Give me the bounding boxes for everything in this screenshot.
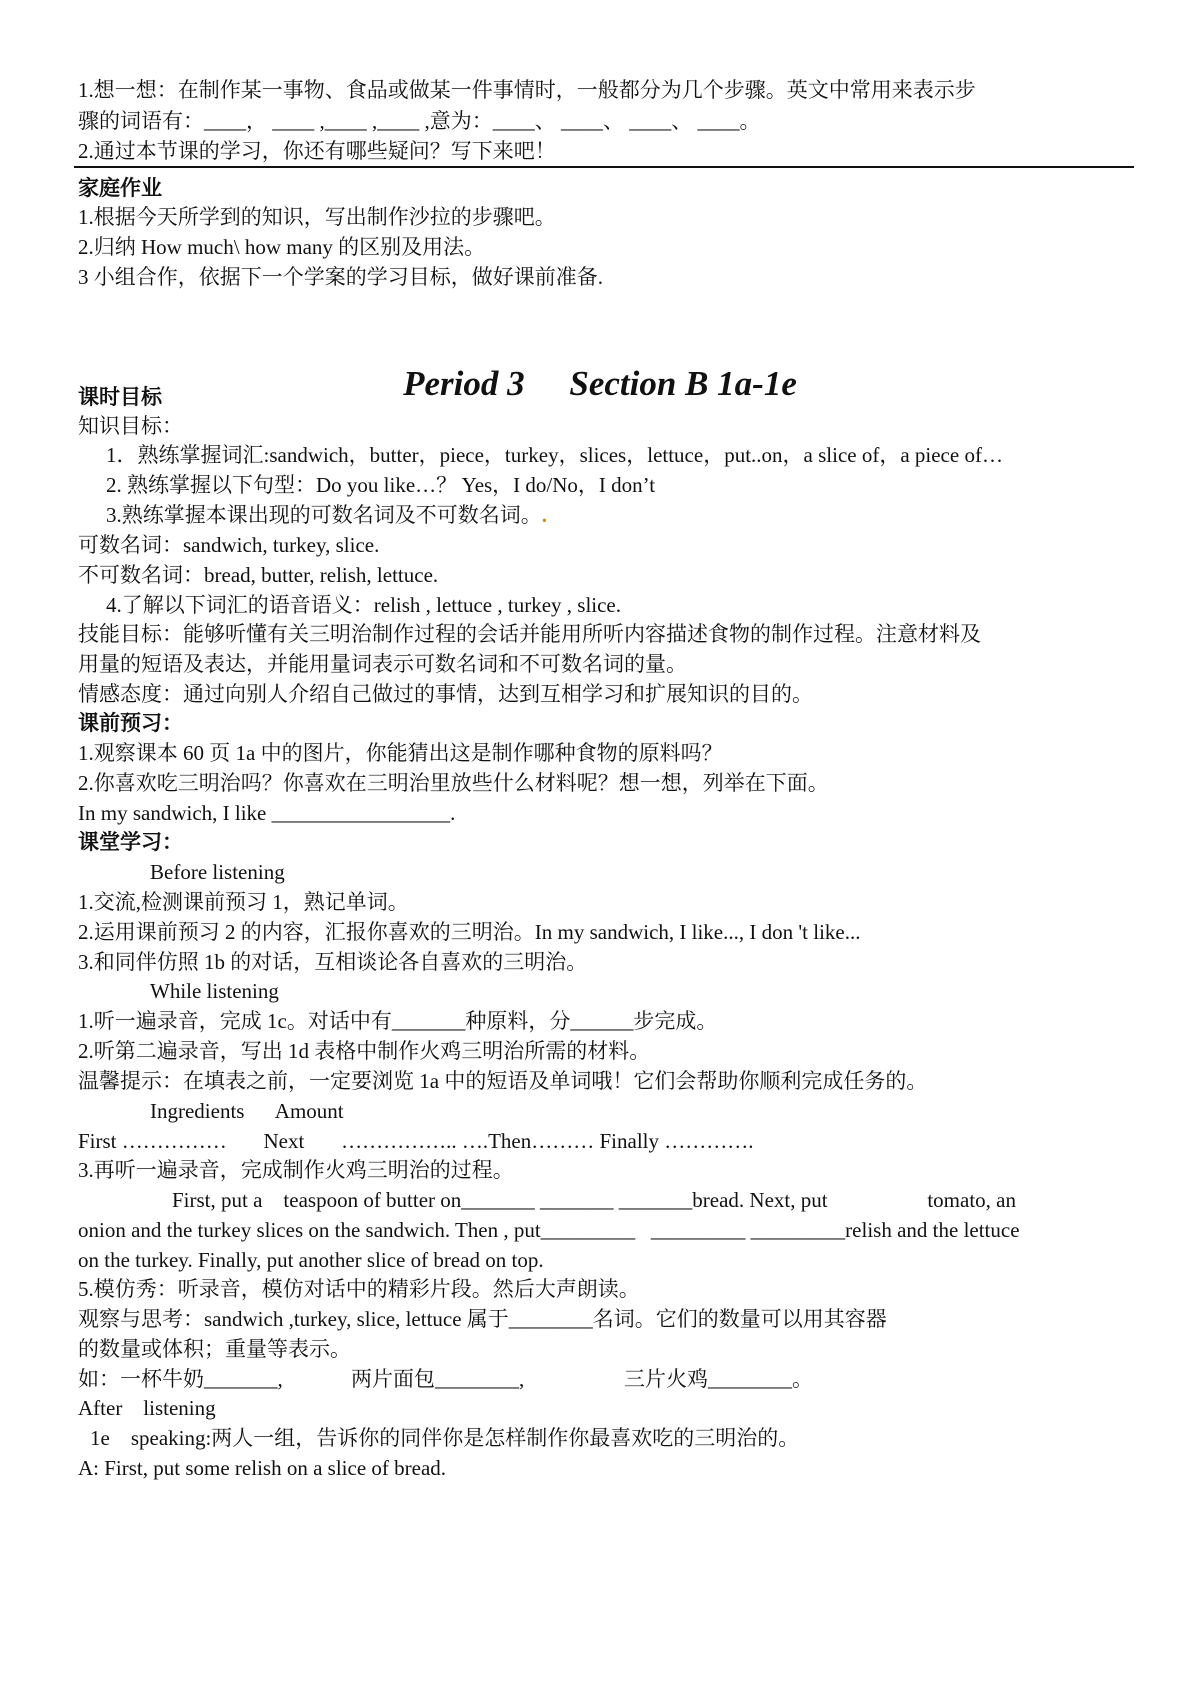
knowledge-goal-4: 4.了解以下词汇的语音语义：relish , lettuce , turkey , slice.: [106, 593, 622, 617]
skill-goal-line-2: 用量的短语及表达，并能用量词表示可数名词和不可数名词的量。: [78, 652, 687, 676]
period-label: Period 3: [403, 364, 525, 403]
fill-in-line-2: onion and the turkey slices on the sandwich. Then , put_________ _________ _________relish and the lettuce: [78, 1218, 1020, 1242]
example-line: 如：一杯牛奶_______, 两片面包________, 三片火鸡________。: [78, 1367, 813, 1391]
before-item-2: 2.运用课前预习 2 的内容，汇报你喜欢的三明治。In my sandwich, I like..., I don 't like...: [78, 920, 861, 944]
goals-heading: 课时目标: [78, 385, 162, 409]
knowledge-goals-label: 知识目标：: [78, 414, 183, 438]
section-label: Section B 1a-1e: [569, 364, 797, 403]
preview-heading: 课前预习：: [78, 711, 183, 735]
fill-in-line-3: on the turkey. Finally, put another slice of bread on top.: [78, 1248, 544, 1272]
reflect-question-1-blanks: 骤的词语有：____， ____ ,____ ,____ ,意为：____、 ____、 ____、 ____。: [78, 109, 761, 133]
while-item-1: 1.听一遍录音，完成 1c。对话中有_______种原料，分______步完成。: [78, 1009, 718, 1033]
before-listening-label: Before listening: [150, 860, 285, 884]
while-item-5: 5.模仿秀：听录音，模仿对话中的精彩片段。然后大声朗读。: [78, 1277, 640, 1301]
homework-heading: 家庭作业: [78, 176, 162, 200]
reflect-question-2: 2.通过本节课的学习，你还有哪些疑问？写下来吧！: [78, 139, 556, 163]
countable-nouns: 可数名词：sandwich, turkey, slice.: [78, 533, 380, 557]
while-item-2: 2.听第二遍录音，写出 1d 表格中制作火鸡三明治所需的材料。: [78, 1039, 651, 1063]
knowledge-goal-3: [106, 505, 547, 526]
lesson-title: [0, 366, 1200, 401]
fill-in-line-1: First, put a teaspoon of butter on_______ _______ _______bread. Next, put tomato, an: [172, 1188, 1016, 1212]
preview-item-2: 2.你喜欢吃三明治吗？你喜欢在三明治里放些什么材料呢？想一想，列举在下面。: [78, 771, 829, 795]
highlight-mark: .: [541, 503, 547, 527]
homework-item-2: 2.归纳 How much\ how many 的区别及用法。: [78, 235, 486, 259]
preview-item-3: In my sandwich, I like _________________.: [78, 801, 456, 825]
knowledge-goal-3-text: 3.熟练掌握本课出现的可数名词及不可数名词。: [106, 503, 542, 527]
observe-line-1: 观察与思考：sandwich ,turkey, slice, lettuce 属于________名词。它们的数量可以用其容器: [78, 1307, 887, 1331]
class-study-heading: 课堂学习：: [78, 830, 183, 854]
skill-goal-line-1: 技能目标：能够听懂有关三明治制作过程的会话并能用所听内容描述食物的制作过程。注意材料及: [78, 622, 981, 646]
preview-item-1: 1.观察课本 60 页 1a 中的图片，你能猜出这是制作哪种食物的原料吗？: [78, 741, 723, 765]
before-item-3: 3.和同伴仿照 1b 的对话，互相谈论各自喜欢的三明治。: [78, 950, 588, 974]
speaking-task: 1e speaking:两人一组，告诉你的同伴你是怎样制作你最喜欢吃的三明治的。: [90, 1426, 800, 1450]
uncountable-nouns: 不可数名词：bread, butter, relish, lettuce.: [78, 563, 439, 587]
after-listening-label: After listening: [78, 1396, 216, 1420]
before-item-1: 1.交流,检测课前预习 1，熟记单词。: [78, 890, 409, 914]
homework-item-3: 3 小组合作，依据下一个学案的学习目标，做好课前准备.: [78, 265, 603, 289]
knowledge-goal-1: 1．熟练掌握词汇:sandwich，butter，piece，turkey，slices，lettuce，put..on，a slice of，a piece of…: [106, 443, 1003, 467]
section-divider: [74, 166, 1134, 168]
emotion-goal: 情感态度：通过向别人介绍自己做过的事情，达到互相学习和扩展知识的目的。: [78, 682, 813, 706]
while-item-3: 3.再听一遍录音，完成制作火鸡三明治的过程。: [78, 1158, 514, 1182]
reflect-question-1: 1.想一想：在制作某一事物、食品或做某一件事情时，一般都分为几个步骤。英文中常用来表示步: [78, 78, 976, 102]
table-row: First …………… Next …………….. ….Then……… Finally ………….: [78, 1129, 754, 1153]
knowledge-goal-2: 2. 熟练掌握以下句型：Do you like…？ Yes，I do/No，I don’t: [106, 473, 656, 497]
dialog-line-a: A: First, put some relish on a slice of bread.: [78, 1456, 447, 1480]
table-header: Ingredients Amount: [150, 1099, 344, 1123]
observe-line-2: 的数量或体积；重量等表示。: [78, 1337, 351, 1361]
while-listening-label: While listening: [150, 979, 279, 1003]
tip-text: 温馨提示：在填表之前，一定要浏览 1a 中的短语及单词哦！它们会帮助你顺利完成任务的。: [78, 1069, 928, 1093]
homework-item-1: 1.根据今天所学到的知识，写出制作沙拉的步骤吧。: [78, 205, 556, 229]
